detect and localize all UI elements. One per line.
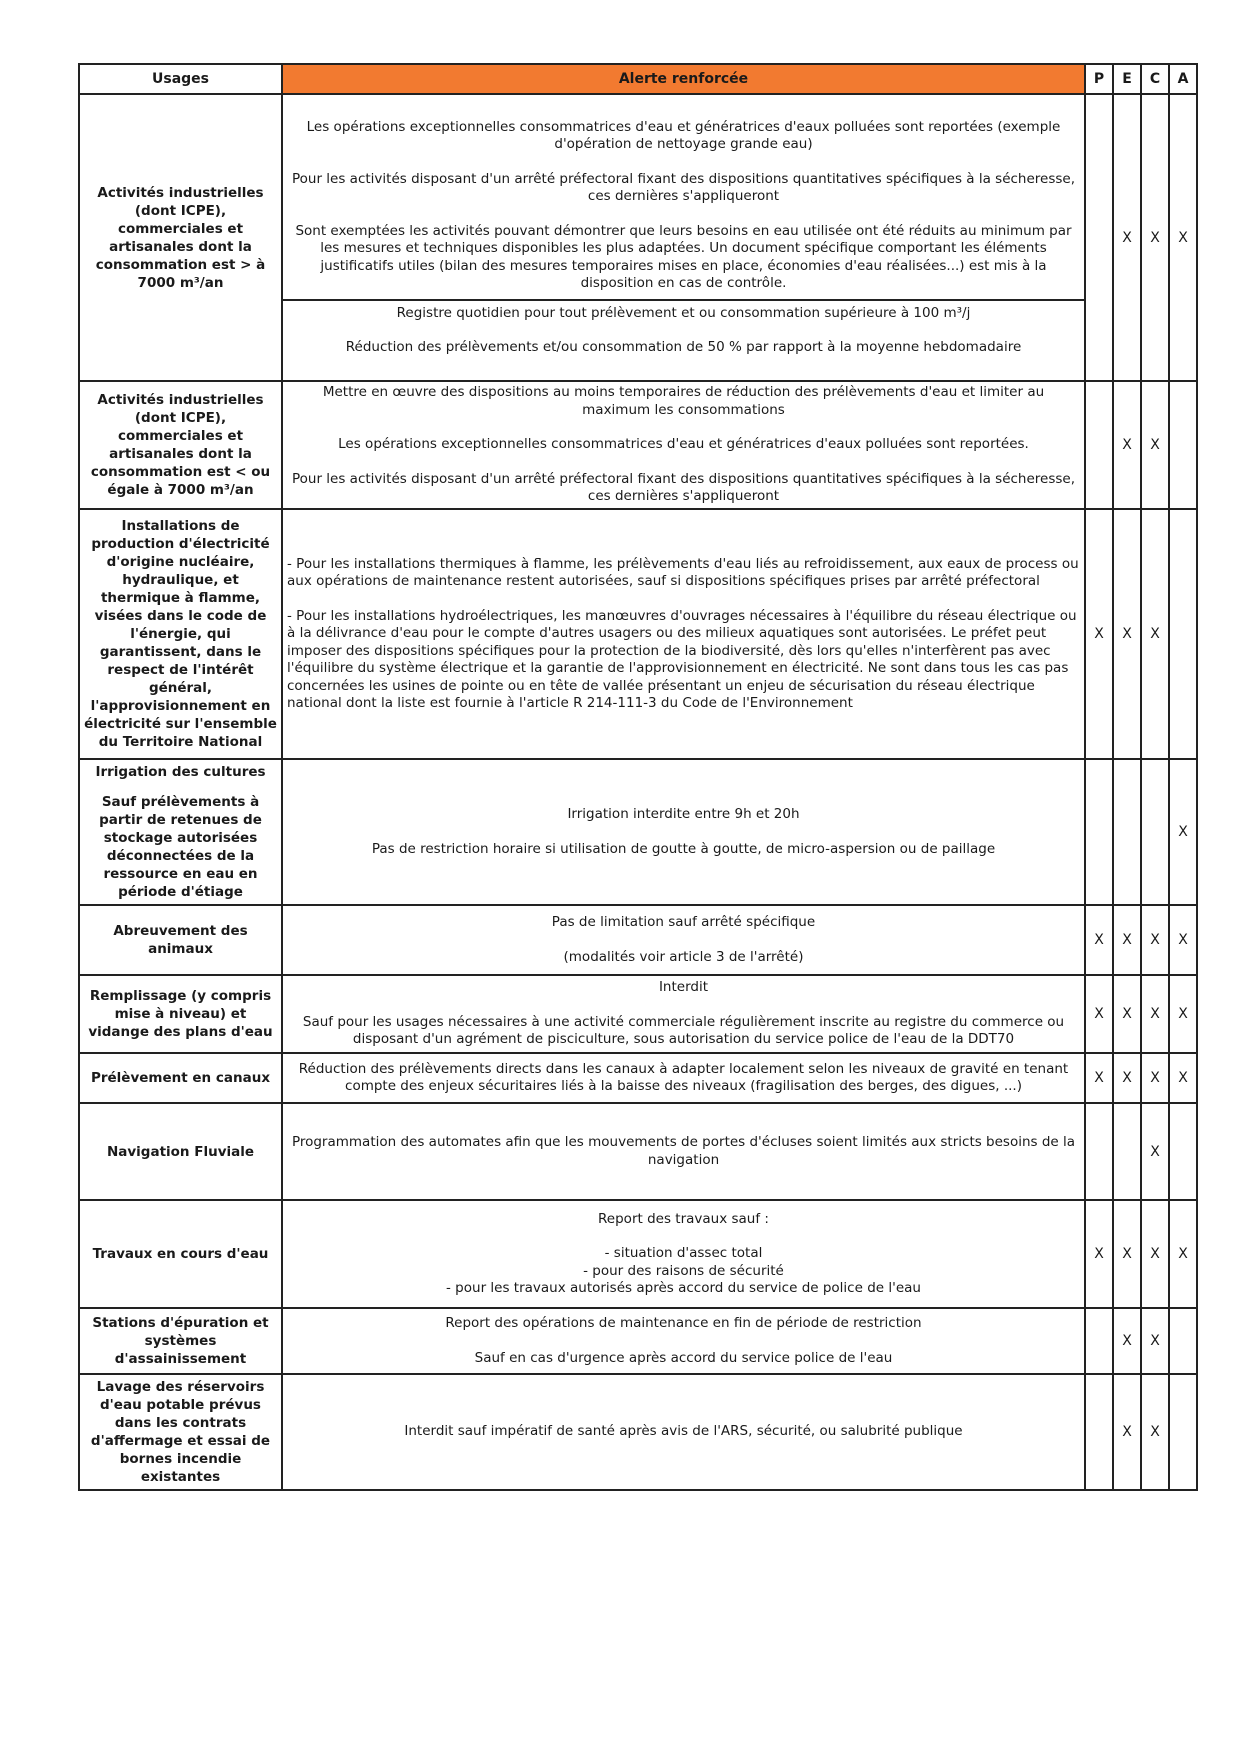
usage-cell: Lavage des réservoirs d'eau potable prévus dans les contrats d'affermage et essai de bornes incendie existantes xyxy=(79,1374,282,1490)
table-row xyxy=(79,1200,1197,1308)
usage-cell: Stations d'épuration et systèmes d'assainissement xyxy=(79,1308,282,1374)
mark-a xyxy=(1169,509,1197,759)
mark-c xyxy=(1141,759,1169,905)
usage-cell: Activités industrielles (dont ICPE), commerciales et artisanales dont la consommation est < ou égale à 7000 m³/an xyxy=(79,381,282,509)
mark-e: X xyxy=(1113,975,1141,1053)
header-p: P xyxy=(1085,64,1113,94)
table-row xyxy=(79,759,1197,905)
measure-text: Pas de limitation sauf arrêté spécifique xyxy=(551,914,816,930)
measure-text: - Pour les installations thermiques à flamme, les prélèvements d'eau liés au refroidissement, aux eaux de process ou aux opérations de maintenance restent autorisées, sauf si dispositions spécifiques prises par arrêté préfectoral xyxy=(287,555,1079,589)
mark-e: X xyxy=(1113,905,1141,975)
mark-a xyxy=(1169,1103,1197,1200)
measure-text: Report des opérations de maintenance en fin de période de restriction xyxy=(445,1315,922,1331)
mark-e: X xyxy=(1113,1053,1141,1103)
measures-cell xyxy=(282,759,1085,905)
mark-p xyxy=(1085,1308,1113,1374)
measures-cell xyxy=(282,975,1085,1053)
measures-cell xyxy=(282,1374,1085,1490)
table-row xyxy=(79,1053,1197,1103)
measure-text: Pas de restriction horaire si utilisation de goutte à goutte, de micro-aspersion ou de paillage xyxy=(371,840,996,857)
mark-e xyxy=(1113,1103,1141,1200)
mark-c: X xyxy=(1141,94,1169,381)
mark-p: X xyxy=(1085,509,1113,759)
mark-a: X xyxy=(1169,905,1197,975)
usage-subtitle: Sauf prélèvements à partir de retenues de stockage autorisées déconnectées de la ressource en eau en période d'étiage xyxy=(99,794,262,900)
measure-text: - pour des raisons de sécurité xyxy=(583,1262,784,1279)
measure-text: Interdit xyxy=(658,979,709,996)
measures-cell xyxy=(282,1053,1085,1103)
mark-a xyxy=(1169,1308,1197,1374)
table-row xyxy=(79,94,1197,381)
mark-p: X xyxy=(1085,975,1113,1053)
usage-cell: Installations de production d'électricité d'origine nucléaire, hydraulique, et thermique à flamme, visées dans le code de l'énergie, qui garantissent, dans le respect de l'intérêt général, l'approvisionnement en électricité sur l'ensemble du Territoire National xyxy=(79,509,282,759)
table-row xyxy=(79,1308,1197,1374)
mark-a xyxy=(1169,381,1197,509)
usage-cell: Abreuvement des animaux xyxy=(79,905,282,975)
mark-c: X xyxy=(1141,1374,1169,1490)
measure-text: Réduction des prélèvements directs dans les canaux à adapter localement selon les niveaux de gravité en tenant compte des enjeux sécuritaires liés à la baisse des niveaux (fragilisation des berges, des digues, ...) xyxy=(298,1060,1069,1094)
table-header-row xyxy=(79,64,1197,94)
mark-p: X xyxy=(1085,905,1113,975)
table-row xyxy=(79,1103,1197,1200)
mark-a xyxy=(1169,1374,1197,1490)
measure-text: Interdit sauf impératif de santé après avis de l'ARS, sécurité, ou salubrité publique xyxy=(404,1423,963,1440)
measure-text: Registre quotidien pour tout prélèvement et ou consommation supérieure à 100 m³/j xyxy=(396,304,971,321)
measure-text: Programmation des automates afin que les mouvements de portes d'écluses soient limités aux stricts besoins de la navigation xyxy=(291,1134,1076,1168)
measure-text: Pour les activités disposant d'un arrêté préfectoral fixant des dispositions quantitatives spécifiques à la sécheresse, ces dernières s'appliqueront xyxy=(291,170,1076,204)
mark-p xyxy=(1085,1103,1113,1200)
measure-text: - situation d'assec total xyxy=(604,1245,763,1261)
header-a: A xyxy=(1169,64,1197,94)
usage-cell xyxy=(79,759,282,905)
mark-c: X xyxy=(1141,905,1169,975)
usage-title: Irrigation des cultures xyxy=(95,764,266,780)
measures-cell xyxy=(282,1103,1085,1200)
mark-p xyxy=(1085,759,1113,905)
measure-text: Réduction des prélèvements et/ou consommation de 50 % par rapport à la moyenne hebdomadaire xyxy=(345,339,1022,355)
usage-cell: Prélèvement en canaux xyxy=(79,1053,282,1103)
mark-e: X xyxy=(1113,1308,1141,1374)
table-row xyxy=(79,1374,1197,1490)
mark-e xyxy=(1113,759,1141,905)
measures-cell xyxy=(282,905,1085,975)
mark-c: X xyxy=(1141,509,1169,759)
header-alerte-renforcee: Alerte renforcée xyxy=(282,64,1085,94)
mark-a: X xyxy=(1169,1200,1197,1308)
mark-c: X xyxy=(1141,1053,1169,1103)
mark-c: X xyxy=(1141,1200,1169,1308)
restrictions-table-sheet xyxy=(78,63,1189,1491)
header-usages: Usages xyxy=(79,64,282,94)
mark-e: X xyxy=(1113,381,1141,509)
restrictions-table xyxy=(78,63,1198,1491)
mark-c: X xyxy=(1141,1103,1169,1200)
table-row xyxy=(79,975,1197,1053)
measure-text: Sauf en cas d'urgence après accord du service police de l'eau xyxy=(474,1349,893,1366)
measures-cell xyxy=(282,1200,1085,1308)
measure-text: Irrigation interdite entre 9h et 20h xyxy=(567,806,800,822)
mark-a: X xyxy=(1169,759,1197,905)
measure-text: - pour les travaux autorisés après accord du service de police de l'eau xyxy=(446,1280,921,1296)
usage-cell: Activités industrielles (dont ICPE), commerciales et artisanales dont la consommation est > à 7000 m³/an xyxy=(79,94,282,381)
measure-text: Les opérations exceptionnelles consommatrices d'eau et génératrices d'eaux polluées sont reportées. xyxy=(338,436,1029,453)
mark-e: X xyxy=(1113,1200,1141,1308)
mark-p: X xyxy=(1085,1200,1113,1308)
table-row xyxy=(79,509,1197,759)
mark-c: X xyxy=(1141,381,1169,509)
measure-text: Sont exemptées les activités pouvant démontrer que leurs besoins en eau utilisée ont été réduits au minimum par les mesures et techniques disponibles les plus adaptées. Un document spécifique comportant les éléments justificatifs utiles (bilan des mesures temporaires mises en place, économies d'eau réalisées...) est mis à la disposition en cas de contrôle. xyxy=(295,222,1072,291)
table-row xyxy=(79,381,1197,509)
measures-cell xyxy=(282,1308,1085,1374)
table-row xyxy=(79,905,1197,975)
measure-text: (modalités voir article 3 de l'arrêté) xyxy=(563,948,804,965)
measures-cell xyxy=(282,381,1085,509)
header-e: E xyxy=(1113,64,1141,94)
mark-e: X xyxy=(1113,509,1141,759)
measure-text: Mettre en œuvre des dispositions au moins temporaires de réduction des prélèvements d'eau et limiter au maximum les consommations xyxy=(322,384,1045,418)
mark-a: X xyxy=(1169,975,1197,1053)
usage-cell: Remplissage (y compris mise à niveau) et vidange des plans d'eau xyxy=(79,975,282,1053)
measures-cell xyxy=(282,509,1085,759)
mark-a: X xyxy=(1169,94,1197,381)
measures-cell xyxy=(282,94,1085,381)
mark-a: X xyxy=(1169,1053,1197,1103)
measure-text: Pour les activités disposant d'un arrêté préfectoral fixant des dispositions quantitatives spécifiques à la sécheresse, ces dernières s'appliqueront xyxy=(291,470,1076,505)
mark-e: X xyxy=(1113,94,1141,381)
measure-text: - Pour les installations hydroélectriques, les manœuvres d'ouvrages nécessaires à l'équilibre du réseau électrique ou à la délivrance d'eau pour le compte d'autres usagers ou des milieux aquatiques sont autorisées. Le préfet peut imposer des dispositions spécifiques pour la protection de la biodiversité, dès lors qu'elles n'interfèrent pas avec l'équilibre du système électrique et la garantie de l'approvisionnement en électricité. Ne sont dans tous les cas pas concernées les usines de pointe ou en tête de vallée présentant un enjeu de sécurisation du réseau électrique national dont la liste est fournie à l'article R 214-111-3 du Code de l'Environnement xyxy=(287,607,1077,711)
mark-p xyxy=(1085,94,1113,381)
mark-c: X xyxy=(1141,975,1169,1053)
usage-cell: Navigation Fluviale xyxy=(79,1103,282,1200)
mark-p xyxy=(1085,381,1113,509)
mark-e: X xyxy=(1113,1374,1141,1490)
header-c: C xyxy=(1141,64,1169,94)
mark-p xyxy=(1085,1374,1113,1490)
measure-text: Les opérations exceptionnelles consommatrices d'eau et génératrices d'eaux polluées sont reportées (exemple d'opération de nettoyage grande eau) xyxy=(306,118,1061,152)
measure-text: Report des travaux sauf : xyxy=(598,1210,769,1227)
measure-text: Sauf pour les usages nécessaires à une activité commerciale régulièrement inscrite au registre du commerce ou disposant d'un agrément de pisciculture, sous autorisation du service police de l'eau de la DDT70 xyxy=(302,1013,1065,1048)
mark-p: X xyxy=(1085,1053,1113,1103)
usage-cell: Travaux en cours d'eau xyxy=(79,1200,282,1308)
mark-c: X xyxy=(1141,1308,1169,1374)
